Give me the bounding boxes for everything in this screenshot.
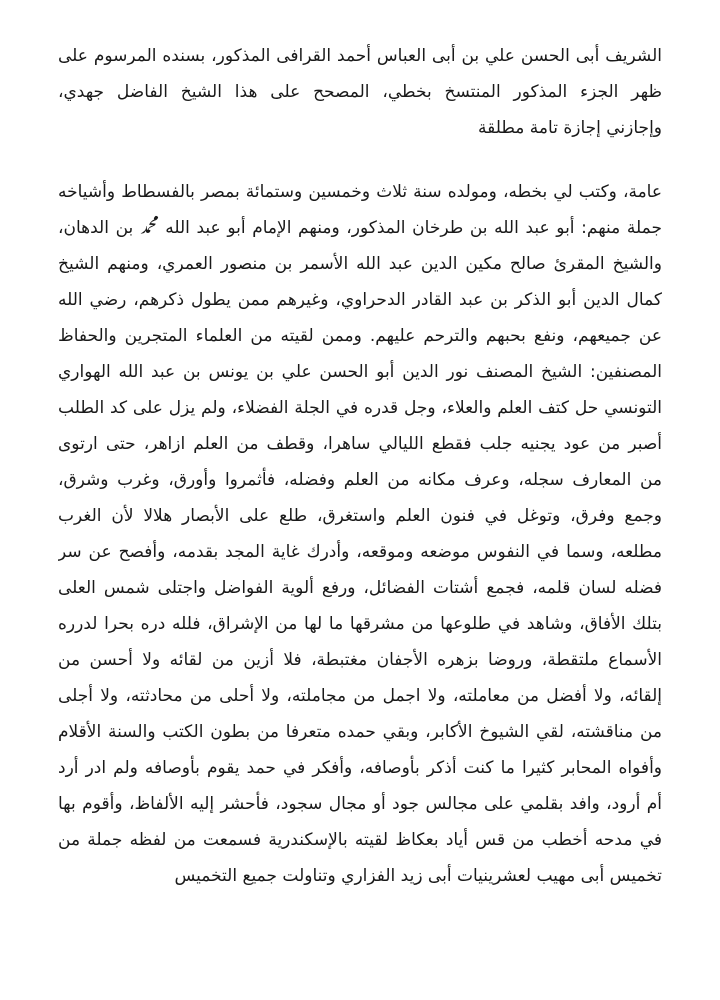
text-line: عن جميعهم، ونفع بحبهم والترحم عليهم. وممن لقيته من العلماء المتجرين والحفاظ bbox=[58, 326, 662, 346]
text-line: أم أرود، وافد بقلمي على مجالس جود أو مجال سجود، فأحشر إليه الألفاظ، وأقوم بها bbox=[58, 794, 662, 814]
text-line: والشيخ المقرئ صالح مكين الدين عبد الله الأسمر بن منصور العمري، ومنهم الشيخ bbox=[58, 254, 662, 274]
paragraph-1 bbox=[58, 38, 662, 150]
text-line: جملة منهم: أبو عبد الله بن طرخان المذكور، ومنهم الإمام أبو عبد الله ﷴ بن الدهان، bbox=[58, 218, 662, 238]
text-line: كمال الدين أبو الذكر بن عبد القادر الدحراوي، وغيرهم ممن يطول ذكرهم، رضي الله bbox=[58, 290, 662, 310]
text-line: بتلك الأفاق، وشاهد في طلوعها من مشرقها ما لها من الإشراق، فلله دره بحرا لدرره bbox=[58, 614, 662, 634]
text-line: عامة، وكتب لي بخطه، ومولده سنة ثلاث وخمسين وستمائة بمصر بالفسطاط وأشياخه bbox=[58, 182, 662, 202]
text-line: المصنفين: الشيخ المصنف نور الدين أبو الحسن علي بن يونس بن عبد الله الهواري bbox=[58, 362, 662, 382]
text-line: من المعارف سجله، وعرف مكانه من العلم وفضله، فأثمروا وأورق، وغرب وشرق، bbox=[58, 470, 662, 490]
text-line: الشريف أبى الحسن علي بن أبى العباس أحمد القرافى المذكور، بسنده المرسوم على bbox=[58, 46, 662, 66]
text-line: وجمع وفرق، وتوغل في فنون العلم واستغرق، طلع على الأبصار هلالا لأن الغرب bbox=[58, 506, 662, 526]
text-line: من مناقشته، لقي الشيوخ الأكابر، وبقي حمده متعرفا من بطون الكتب والسنة الأقلام bbox=[58, 722, 662, 742]
text-line: أصبر من عود يجنيه جلب فقطع الليالي ساهرا، وقطف من العلم ازاهر، حتى ارتوى bbox=[58, 434, 662, 454]
paragraph-2 bbox=[58, 174, 662, 954]
text-line: التونسي حل كتف العلم والعلاء، وجل قدره في الجلة الفضلاء، ولم يزل على كد الطلب bbox=[58, 398, 662, 418]
text-line: مطلعه، وسما في النفوس موضعه وموقعه، وأدرك غاية المجد بقدمه، وأفصح عن سر bbox=[58, 542, 662, 562]
text-line: إلقائه، ولا أفضل من معاملته، ولا اجمل من مجاملته، ولا أحلى من محادثته، ولا أجلى bbox=[58, 686, 662, 706]
text-line: فضله لسان قلمه، فجمع أشتات الفضائل، ورفع ألوية الفواضل واجتلى شمس العلى bbox=[58, 578, 662, 598]
text-line: في مدحه أخطب من قس أياد بعكاظ لقيته بالإسكندرية فسمعت من لفظه جملة من bbox=[58, 830, 662, 850]
text-line: ظهر الجزء المذكور المنتسخ بخطي، المصحح على هذا الشيخ الفاضل جهدي، bbox=[58, 82, 662, 102]
text-line: وإجازني إجازة تامة مطلقة bbox=[478, 118, 662, 138]
text-line: تخميس أبى مهيب لعشرينيات أبى زيد الفزاري وتناولت جميع التخميس bbox=[174, 866, 662, 886]
text-line: الأسماع ملتقطة، وروضا بزهره الأجفان مغتبطة، فلا أزين من لقائه ولا أحسن من bbox=[58, 650, 662, 670]
text-line: وأفواه المحابر كثيرا ما كنت أذكر بأوصافه، وأفكر في حمد يقوم بأوصافه ولم ادر أرد bbox=[58, 758, 662, 778]
